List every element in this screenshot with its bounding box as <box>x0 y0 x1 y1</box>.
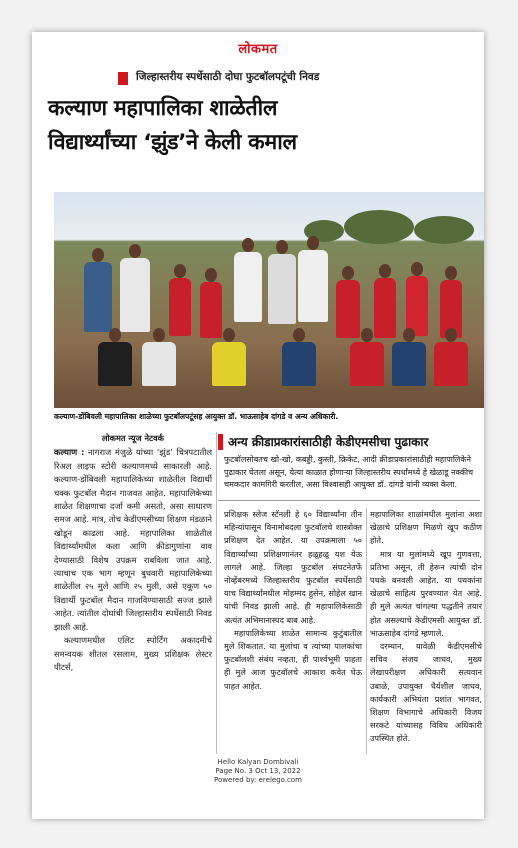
column-divider <box>216 432 217 754</box>
article-column-middle <box>224 508 362 693</box>
sub-headline: अन्य क्रीडाप्रकारांसाठीही केडीएमसीचा पुढाकार <box>228 435 429 449</box>
paragraph: प्रशिक्षक स्लेज स्टॅनली हे ६० विद्यार्थ्यांना तीन महिन्यांपासून विनामोबदला फुटबॉलचे शास्त्रोक्त प्रशिक्षण देत आहेत. या उपक्रमाला ५० विद्यार्थ्यांच्या प्रशिक्षणानंतर हळूहळू यश येऊ लागले आहे. जिल्हा फुटबॉल संघटनेतर्फे नोव्हेंबरमध्ये जिल्हास्तरीय फुटबॉल स्पर्धेसाठी याच विद्यार्थ्यांमधील मोहम्मद हुसेन, सोहेल खान यांची निवड झाली आहे. ही महापालिकेसाठी अत्यंत अभिमानास्पद बाब आहे. <box>224 509 362 625</box>
newspaper-clipping <box>32 32 484 819</box>
paragraph: महापालिकेच्या शाळेत सामान्य कुटुंबातील मुले शिकतात. या मुलांचा व त्यांच्या पालकांचा फुटबॉलशी संबंध नव्हता, ही पार्श्वभूमी पाहता ही मुले आज फुटबॉलचे आकाश कवेत घेऊ पाहत आहेत. <box>224 627 362 691</box>
headline <box>48 92 478 160</box>
paragraph: दरम्यान, यावेळी केडीएमसीचे सचिव संजय जाधव, मुख्य लेखापरीक्षण अधिकारी सत्यवान उबाळे, उपायुक्त धैर्यशील जाधव, कार्यकारी अभियंता प्रशांत भागवत, शिक्षण विभागाचे अधिकारी विजय सरकटे यांच्यासह विविध अधिकारी उपस्थित होते. <box>370 641 482 744</box>
article-column-left <box>54 432 212 674</box>
photo-caption: कल्याण-डोंबिवली महापालिका शाळेच्या फुटबॉलपटूंसह आयुक्त डॉ. भाऊसाहेब दांगडे व अन्य अधिकारी. <box>54 412 339 421</box>
page-footer <box>32 758 484 785</box>
team-photo <box>54 192 484 408</box>
paragraph: महापालिका शाळांमधील मुलांना अशा खेळाचे प्रशिक्षण मिळणे खूप कठीण होते. <box>370 509 482 546</box>
page-info: Page No. 3 Oct 13, 2022 <box>215 767 301 775</box>
section-divider <box>218 500 480 501</box>
headline-line-1: कल्याण महापालिका शाळेतील <box>48 96 278 121</box>
masthead <box>32 38 484 57</box>
paragraph-text: नागराज मंजुळे यांच्या ‘झुंड’ चित्रपटातील रिअल लाइफ स्टोरी कल्याणमध्ये साकारली आहे. कल्याण-डोंबिवली महापालिकेच्या शाळेतील विद्यार्थी चक्क फुटबॉल मैदान गाजवत आहेत. महापालिकेच्या शाळेत शिक्षणाचा दर्जा कमी असतो, असा साधारण समज आहे. मात्र, तोच केडीएमसीच्या शिक्षण मंडळाने खोडून काढला आहे. महापालिका शाळेतील विद्यार्थ्यांमधील कला आणि क्रीडागुणांना वाव देण्यासाठी विशेष उपक्रम राबविला जात आहे. त्याचाच एक भाग म्हणून बुधवारी महापालिकेच्या शाळेतील २५ मुले आणि २५ मुली, असे एकूण ५० विद्यार्थी फुटबॉल मैदान गाजविण्यासाठी सज्ज झाले आहेत. त्यांतील दोघांची जिल्हास्तरीय स्पर्धेसाठी निवड झाली आहे. <box>54 447 212 632</box>
kicker-marker <box>118 72 128 85</box>
powered-by: Powered by: erelego.com <box>213 776 302 784</box>
paragraph: मात्र या मुलांमध्ये खूप गुणवत्ता, प्रतिभा असून, ती हेरून त्यांची दोन पथके बनवली आहेत. या पथकांना खेळाचे साहित्य पुरवण्यात येत आहे. ही मुले अत्यंत चांगल्या पद्धतीने तयार होत असल्याचे केडीएमसी आयुक्त डॉ. भाऊसाहेब दांगडे म्हणाले. <box>370 548 482 638</box>
headline-line-2: विद्यार्थ्यांच्या ‘झुंड’ने केली कमाल <box>48 130 297 155</box>
paragraph <box>54 446 212 634</box>
edition-name: Hello Kalyan Dombivali <box>217 758 299 766</box>
article-column-right <box>370 508 482 746</box>
dateline: कल्याण : <box>54 447 85 458</box>
kicker: जिल्हास्तरीय स्पर्धेसाठी दोघा फुटबॉलपटूंची निवड <box>136 71 320 83</box>
byline: लोकमत न्यूज नेटवर्क <box>102 433 164 443</box>
paragraph: कल्याणमधील एलिट स्पोर्टिंग अकादमीचे समन्वयक शीतल रसलाम, मुख्य प्रशिक्षक लेस्टर पीटर्स, <box>54 635 212 672</box>
column-divider <box>366 508 367 754</box>
newspaper-logo: लोकमत <box>238 42 278 57</box>
sub-paragraph: फुटबॉलसोबतच खो-खो, कबड्डी, कुस्ती, क्रिकेट, आदी क्रीडाप्रकारांसाठीही महापालिकेने पुढाकार घेतला असून, येत्या काळात होणाऱ्या जिल्हास्तरीय स्पर्धांमध्ये हे खेळाडू नक्कीच चमकदार कामगिरी करतील, असा विश्वासही आयुक्त डॉ. दांगडे यांनी व्यक्त केला. <box>224 455 474 489</box>
